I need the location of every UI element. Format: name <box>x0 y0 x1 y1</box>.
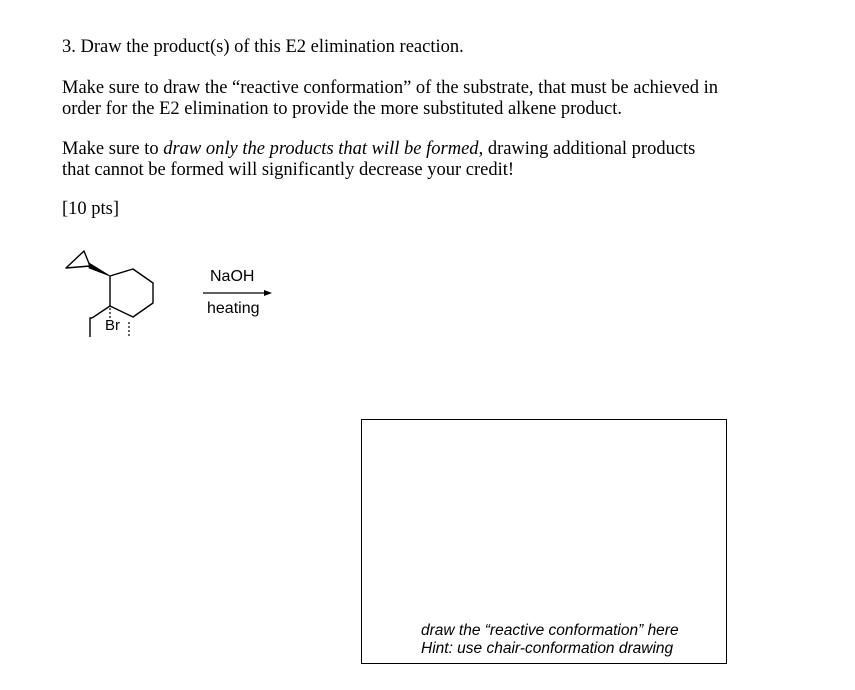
cyclopropyl-ring <box>66 251 90 268</box>
points-label: [10 pts] <box>62 199 120 219</box>
reaction-arrow <box>203 290 272 296</box>
emphasized-text: draw only the products that will be formed <box>163 139 479 159</box>
reagent-label: NaOH <box>210 268 255 285</box>
instruction-line: Make sure to draw the “reactive conformation” of the substrate, that must be achieved in <box>62 78 718 98</box>
bromine-label: Br <box>105 317 120 334</box>
bracket-bond <box>90 318 92 337</box>
instruction-line: order for the E2 elimination to provide the more substituted alkene product. <box>62 99 622 119</box>
caption-line: draw the “reactive conformation” here <box>421 622 679 639</box>
answer-box-caption <box>421 622 679 658</box>
question-title: 3. Draw the product(s) of this E2 elimination reaction. <box>62 37 464 57</box>
instruction-line: that cannot be formed will significantly decrease your credit! <box>62 160 515 180</box>
condition-label: heating <box>207 300 260 317</box>
hint-line: Hint: use chair-conformation drawing <box>421 640 674 657</box>
instruction-text: , drawing additional products <box>478 139 696 159</box>
wedge-bond <box>89 263 110 276</box>
cyclohexane-ring <box>110 269 153 317</box>
instruction-text: Make sure to <box>62 139 164 159</box>
